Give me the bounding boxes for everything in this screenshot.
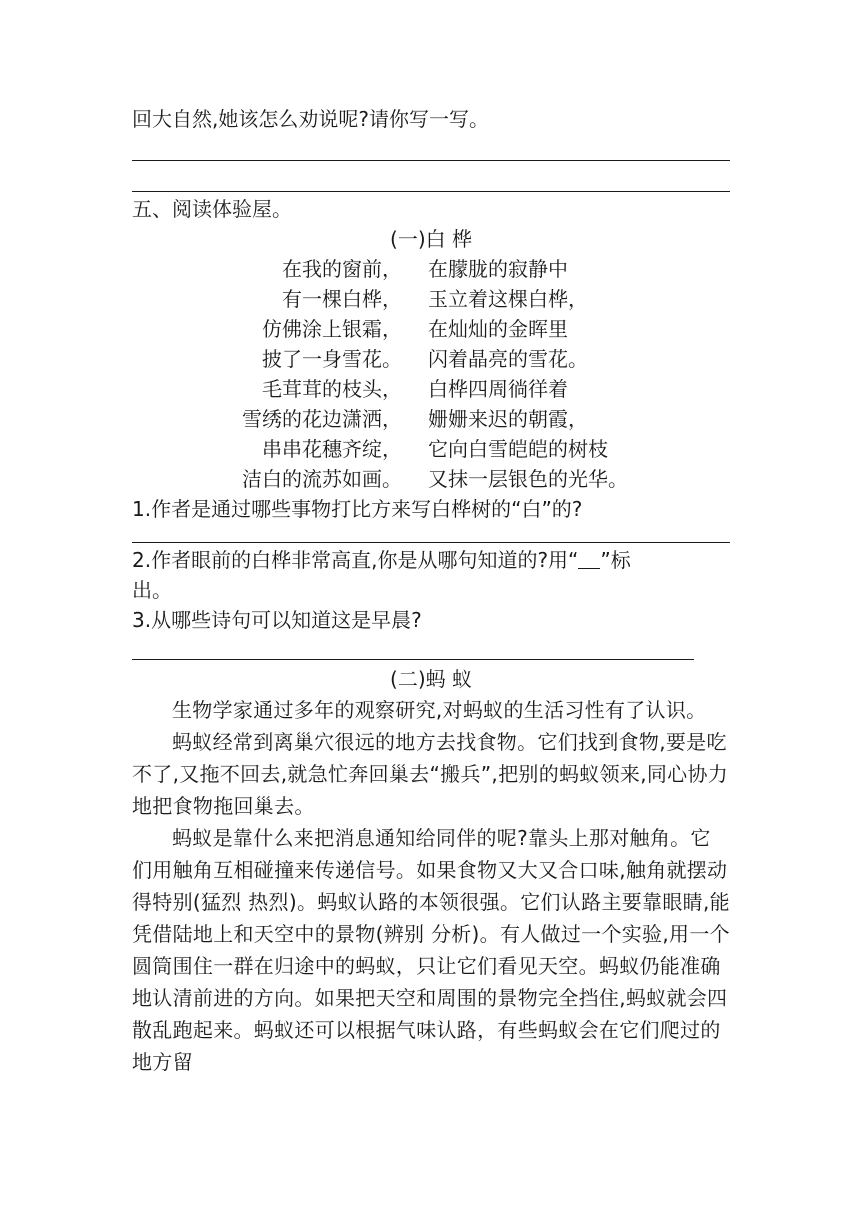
poem-right-line: 在灿灿的金晖里 [428, 317, 568, 341]
poem-left-line: 仿佛涂上银霜， [262, 317, 402, 341]
question-2-continued: 出。 [132, 578, 172, 602]
poem-title: (一)白 桦 [390, 227, 472, 251]
poem-left-line: 洁白的流苏如画。 [242, 467, 402, 491]
answer-line[interactable] [132, 524, 730, 543]
passage-paragraph: 蚂蚁经常到离巢穴很远的地方去找食物。它们找到食物,要是吃不了,又拖不回去,就急忙奔回巢去“搬兵”,把别的蚂蚁领来,同心协力地把食物拖回巢去。 [132, 730, 729, 818]
poem-row [132, 374, 730, 404]
poem-right-line: 玉立着这棵白桦， [428, 287, 588, 311]
underline-mark [578, 548, 600, 569]
question-3: 3.从哪些诗句可以知道这是早晨? [132, 608, 422, 632]
poem-row [132, 344, 730, 374]
poem-right-line: 在朦胧的寂静中 [428, 257, 568, 281]
section-heading: 五、阅读体验屋。 [132, 197, 292, 221]
answer-line[interactable] [132, 635, 694, 660]
passage-paragraph: 生物学家通过多年的观察研究,对蚂蚁的生活习性有了认识。 [172, 698, 707, 722]
poem-right-line: 闪着晶亮的雪花。 [428, 347, 588, 371]
poem-right-line: 白桦四周徜徉着 [428, 377, 568, 401]
worksheet-content [132, 104, 730, 1078]
poem-right-line: 又抹一层银色的光华。 [428, 467, 628, 491]
poem-right-line: 它向白雪皑皑的树枝 [428, 437, 608, 461]
question-1: 1.作者是通过哪些事物打比方来写白桦树的“白”的? [132, 497, 583, 521]
question-2 [132, 545, 730, 575]
poem-row [132, 314, 730, 344]
passage-paragraph: 蚂蚁是靠什么来把消息通知给同伴的呢?靠头上那对触角。它们用触角互相碰撞来传递信号。如果食物又大又合口味,触角就摆动得特别(猛烈 热烈)。蚂蚁认路的本领很强。它们认路主要靠眼睛,能凭借陆地上和天空中的景物(辨别 分析)。有人做过一个实验,用一个圆筒围住一群在归途中的蚂蚁，只让它们看见天空。蚂蚁仍能准确地认清前进的方向。如果把天空和周围的景物完全挡住,蚂蚁就会四散乱跑起来。蚂蚁还可以根据气味认路，有些蚂蚁会在它们爬过的地方留 [132, 826, 730, 1074]
poem-row [132, 404, 730, 434]
poem-left-line: 毛茸茸的枝头， [262, 377, 402, 401]
poem-left-line: 串串花穗齐绽， [262, 437, 402, 461]
answer-line[interactable] [132, 134, 730, 161]
poem-body [132, 254, 730, 494]
poem-row [132, 464, 730, 494]
poem-left-line: 有一棵白桦， [282, 287, 402, 311]
poem-left-line: 披了一身雪花。 [262, 347, 402, 371]
question-2-text: 2.作者眼前的白桦非常高直,你是从哪句知道的?用“ [132, 548, 579, 572]
poem-row [132, 434, 730, 464]
passage-title: (二)蚂 蚁 [390, 667, 472, 691]
answer-line[interactable] [132, 161, 730, 192]
poem-left-line: 雪绣的花边潇洒， [242, 407, 402, 431]
poem-left-line: 在我的窗前， [282, 257, 402, 281]
poem-row [132, 254, 730, 284]
question-2-text-end: ”标 [600, 548, 631, 572]
poem-row [132, 284, 730, 314]
poem-right-line: 姗姗来迟的朝霞， [428, 407, 588, 431]
prompt-continuation: 回大自然,她该怎么劝说呢?请你写一写。 [132, 107, 489, 131]
